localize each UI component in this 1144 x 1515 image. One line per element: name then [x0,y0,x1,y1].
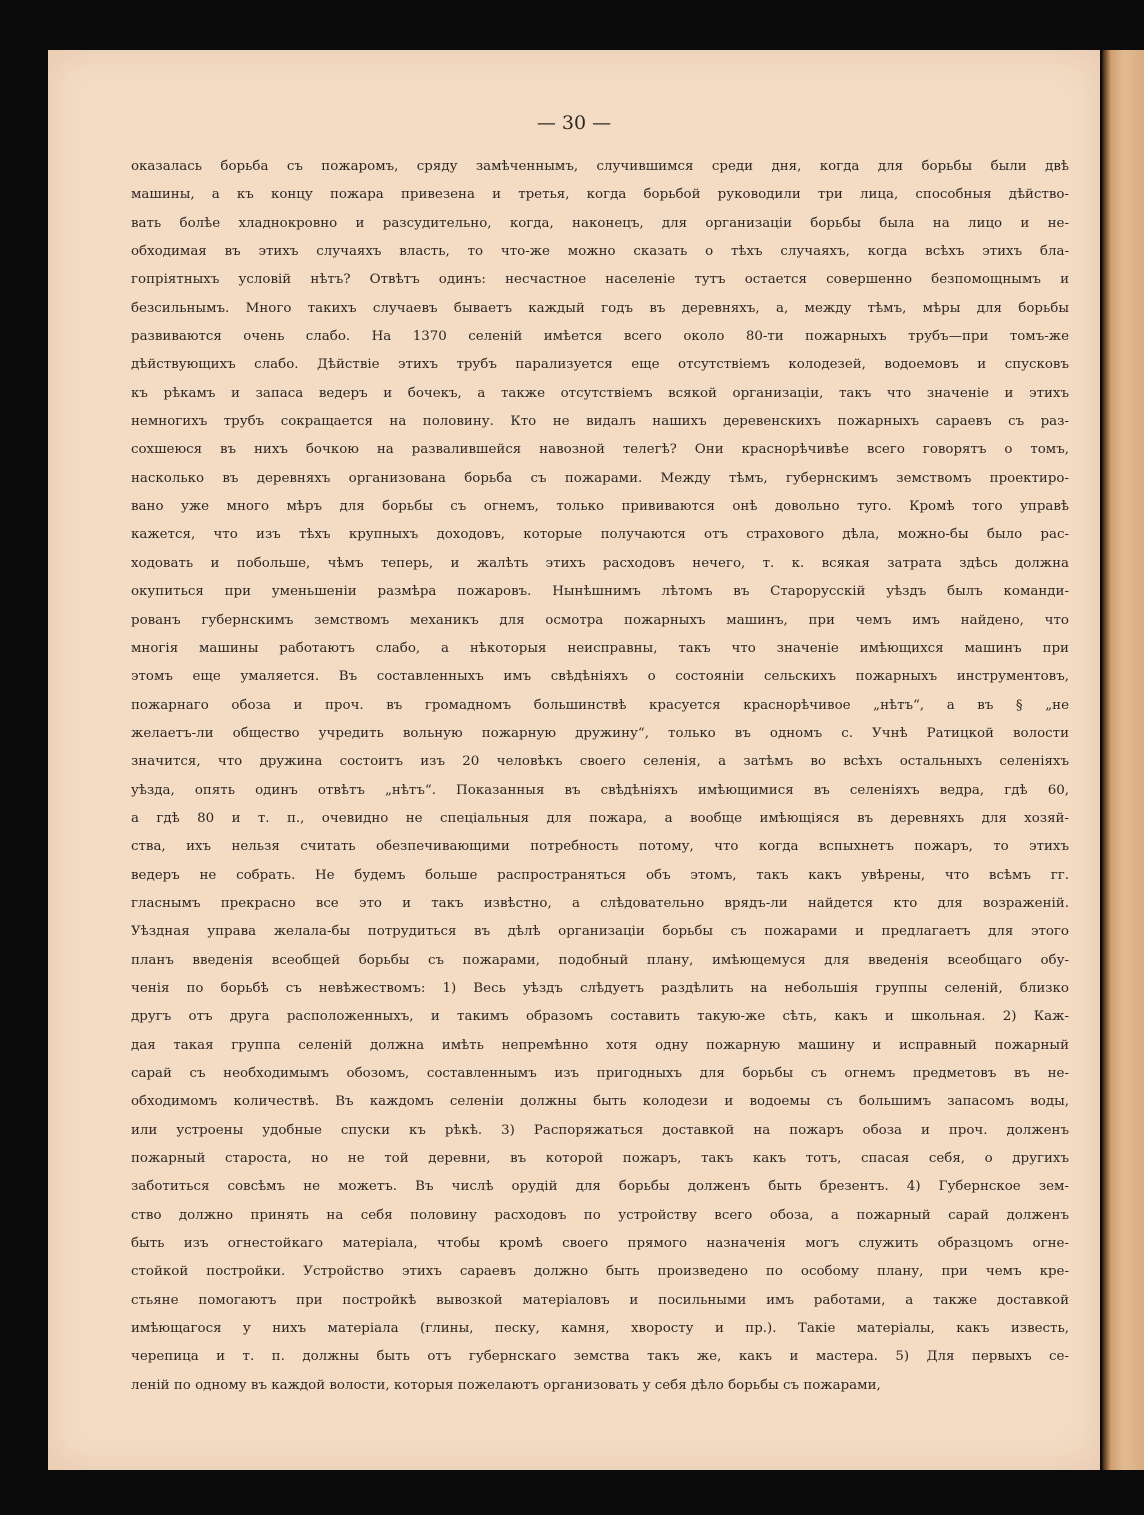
text-line: пожарный староста, но не той деревни, въ которой пожаръ, такъ какъ тотъ, спасая себя, о другихъ [131,1151,1069,1167]
text-line: другъ отъ друга расположенныхъ, и такимъ образомъ составить такую-же сѣть, какъ и школьная. 2) Каж- [131,1009,1069,1025]
text-line: желаетъ-ли общество учредить вольную пожарную дружину“, только въ одномъ с. Учнѣ Ратицкой волости [131,725,1069,741]
text-line: уѣзда, опять одинъ отвѣтъ „нѣтъ“. Показанныя въ свѣдѣніяхъ имѣющимися въ селеніяхъ ведра, гдѣ 60, [131,782,1069,798]
text-line: рованъ губернскимъ земствомъ механикъ для осмотра пожарныхъ машинъ, при чемъ имъ найдено, что [131,612,1069,628]
text-line: окупиться при уменьшеніи размѣра пожаровъ. Нынѣшнимъ лѣтомъ въ Старорусскій уѣздъ былъ команди- [131,584,1069,600]
text-line: сарай съ необходимымъ обозомъ, составленнымъ изъ пригодныхъ для борьбы съ огнемъ предметовъ въ не- [131,1066,1069,1081]
text-line: имѣющагося у нихъ матеріала (глины, песку, камня, хворосту и пр.). Такіе матеріалы, какъ известь, [131,1321,1069,1337]
text-line: сохшеюся въ нихъ бочкою на развалившейся навозной телегѣ? Они краснорѣчивѣе всего говорятъ о томъ, [131,442,1069,458]
text-line: вано уже много мѣръ для борьбы съ огнемъ, только прививаются онѣ довольно туго. Кромѣ того управѣ [131,499,1069,515]
text-line: многія машины работаютъ слабо, а нѣкоторыя неисправны, такъ что значеніе имѣющихся машинъ при [131,640,1069,656]
text-line: машины, а къ концу пожара привезена и третья, когда борьбой руководили три лица, способныя дѣйство- [131,187,1069,203]
text-line: ходовать и побольше, чѣмъ теперь, и жалѣть этихъ расходовъ нечего, т. к. всякая затрата здѣсь должна [131,555,1069,571]
text-line: кажется, что изъ тѣхъ крупныхъ доходовъ, которые получаются отъ страхового дѣла, можно-бы было рас- [131,527,1069,543]
next-page-edge [1102,50,1144,1470]
text-line: немногихъ трубъ сокращается на половину. Кто не видалъ нашихъ деревенскихъ пожарныхъ сараевъ съ раз- [131,414,1069,430]
text-line: развиваются очень слабо. На 1370 селеній имѣется всего около 80-ти пожарныхъ трубъ—при томъ-же [131,329,1069,345]
text-line: ство должно принять на себя половину расходовъ по устройству всего обоза, а пожарный сарай долженъ [131,1207,1069,1223]
body-text [131,153,1069,1400]
text-line: планъ введенія всеобщей борьбы съ пожарами, подобный плану, имѣющемуся для введенія всеобщаго обу- [131,952,1069,968]
text-line: дая такая группа селеній должна имѣть непремѣнно хотя одну пожарную машину и исправный пожарный [131,1037,1069,1053]
text-line: заботиться совсѣмъ не можетъ. Въ числѣ орудій для борьбы долженъ быть брезентъ. 4) Губернское зем- [131,1179,1069,1195]
text-line: стойкой постройки. Устройство этихъ сараевъ должно быть произведено по особому плану, при чемъ кре- [131,1264,1069,1280]
text-line: ства, ихъ нельзя считать обезпечивающими потребность потому, что когда вспыхнетъ пожаръ, то этихъ [131,839,1069,855]
text-line: пожарнаго обоза и проч. въ громадномъ большинствѣ красуется краснорѣчивое „нѣтъ“, а въ § „не [131,697,1069,713]
text-line: вать болѣе хладнокровно и разсудительно, когда, наконецъ, для организаціи борьбы была на лицо и не- [131,215,1069,231]
text-line: ведеръ не собрать. Не будемъ больше распространяться объ этомъ, такъ какъ увѣрены, что всѣмъ гг. [131,867,1069,883]
text-line: безсильнымъ. Много такихъ случаевъ бываетъ каждый годъ въ деревняхъ, а, между тѣмъ, мѣры для борьбы [131,300,1069,316]
text-line: гопріятныхъ условій нѣтъ? Отвѣтъ одинъ: несчастное населеніе тутъ остается совершенно безпомощнымъ и [131,272,1069,288]
text-line: стьяне помогаютъ при постройкѣ вывозкой матеріаловъ и посильными имъ работами, а также доставкой [131,1292,1069,1308]
text-line: дѣйствующихъ слабо. Дѣйствіе этихъ трубъ парализуется еще отсутствіемъ колодезей, водоемовъ и спусковъ [131,357,1069,373]
text-line: черепица и т. п. должны быть отъ губернскаго земства такъ же, какъ и мастера. 5) Для первыхъ се- [131,1349,1069,1365]
scanned-page [48,50,1100,1470]
page-number: — 30 — [536,112,612,134]
text-line: этомъ еще умаляется. Въ составленныхъ имъ свѣдѣніяхъ о состояніи сельскихъ пожарныхъ инструментовъ, [131,669,1069,685]
text-line: оказалась борьба съ пожаромъ, сряду замѣченнымъ, случившимся среди дня, когда для борьбы были двѣ [131,159,1069,174]
text-line: насколько въ деревняхъ организована борьба съ пожарами. Между тѣмъ, губернскимъ земствомъ проектиро- [131,470,1069,486]
text-line: леній по одному въ каждой волости, которыя пожелаютъ организовать у себя дѣло борьбы съ пожарами, [131,1377,881,1393]
text-line: Уѣздная управа желала-бы потрудиться въ дѣлѣ организаціи борьбы съ пожарами и предлагаетъ для этого [131,924,1069,940]
text-line: значится, что дружина состоитъ изъ 20 человѣкъ своего селенія, а затѣмъ во всѣхъ остальныхъ селеніяхъ [131,754,1069,770]
text-line: обходимомъ количествѣ. Въ каждомъ селеніи должны быть колодези и водоемы съ большимъ запасомъ воды, [131,1094,1069,1110]
text-line: а гдѣ 80 и т. п., очевидно не спеціальныя для пожара, а вообще имѣющіяся въ деревняхъ для хозяй- [131,810,1069,826]
text-line: быть изъ огнестойкаго матеріала, чтобы кромѣ своего прямого назначенія могъ служить образцомъ огне- [131,1236,1069,1252]
text-line: ченія по борьбѣ съ невѣжествомъ: 1) Весь уѣздъ слѣдуетъ раздѣлить на небольшія группы селеній, близко [131,980,1069,996]
text-line: обходимая въ этихъ случаяхъ власть, то что-же можно сказать о тѣхъ случаяхъ, когда всѣхъ этихъ бла- [131,244,1069,260]
text-line: гласнымъ прекрасно все это и такъ извѣстно, а слѣдовательно врядъ-ли найдется кто для возраженій. [131,895,1069,911]
text-line: къ рѣкамъ и запаса ведеръ и бочекъ, а также отсутствіемъ всякой организаціи, такъ что значеніе и этихъ [131,385,1069,401]
text-line: или устроены удобные спуски къ рѣкѣ. 3) Распоряжаться доставкой на пожаръ обоза и проч. долженъ [131,1122,1069,1138]
